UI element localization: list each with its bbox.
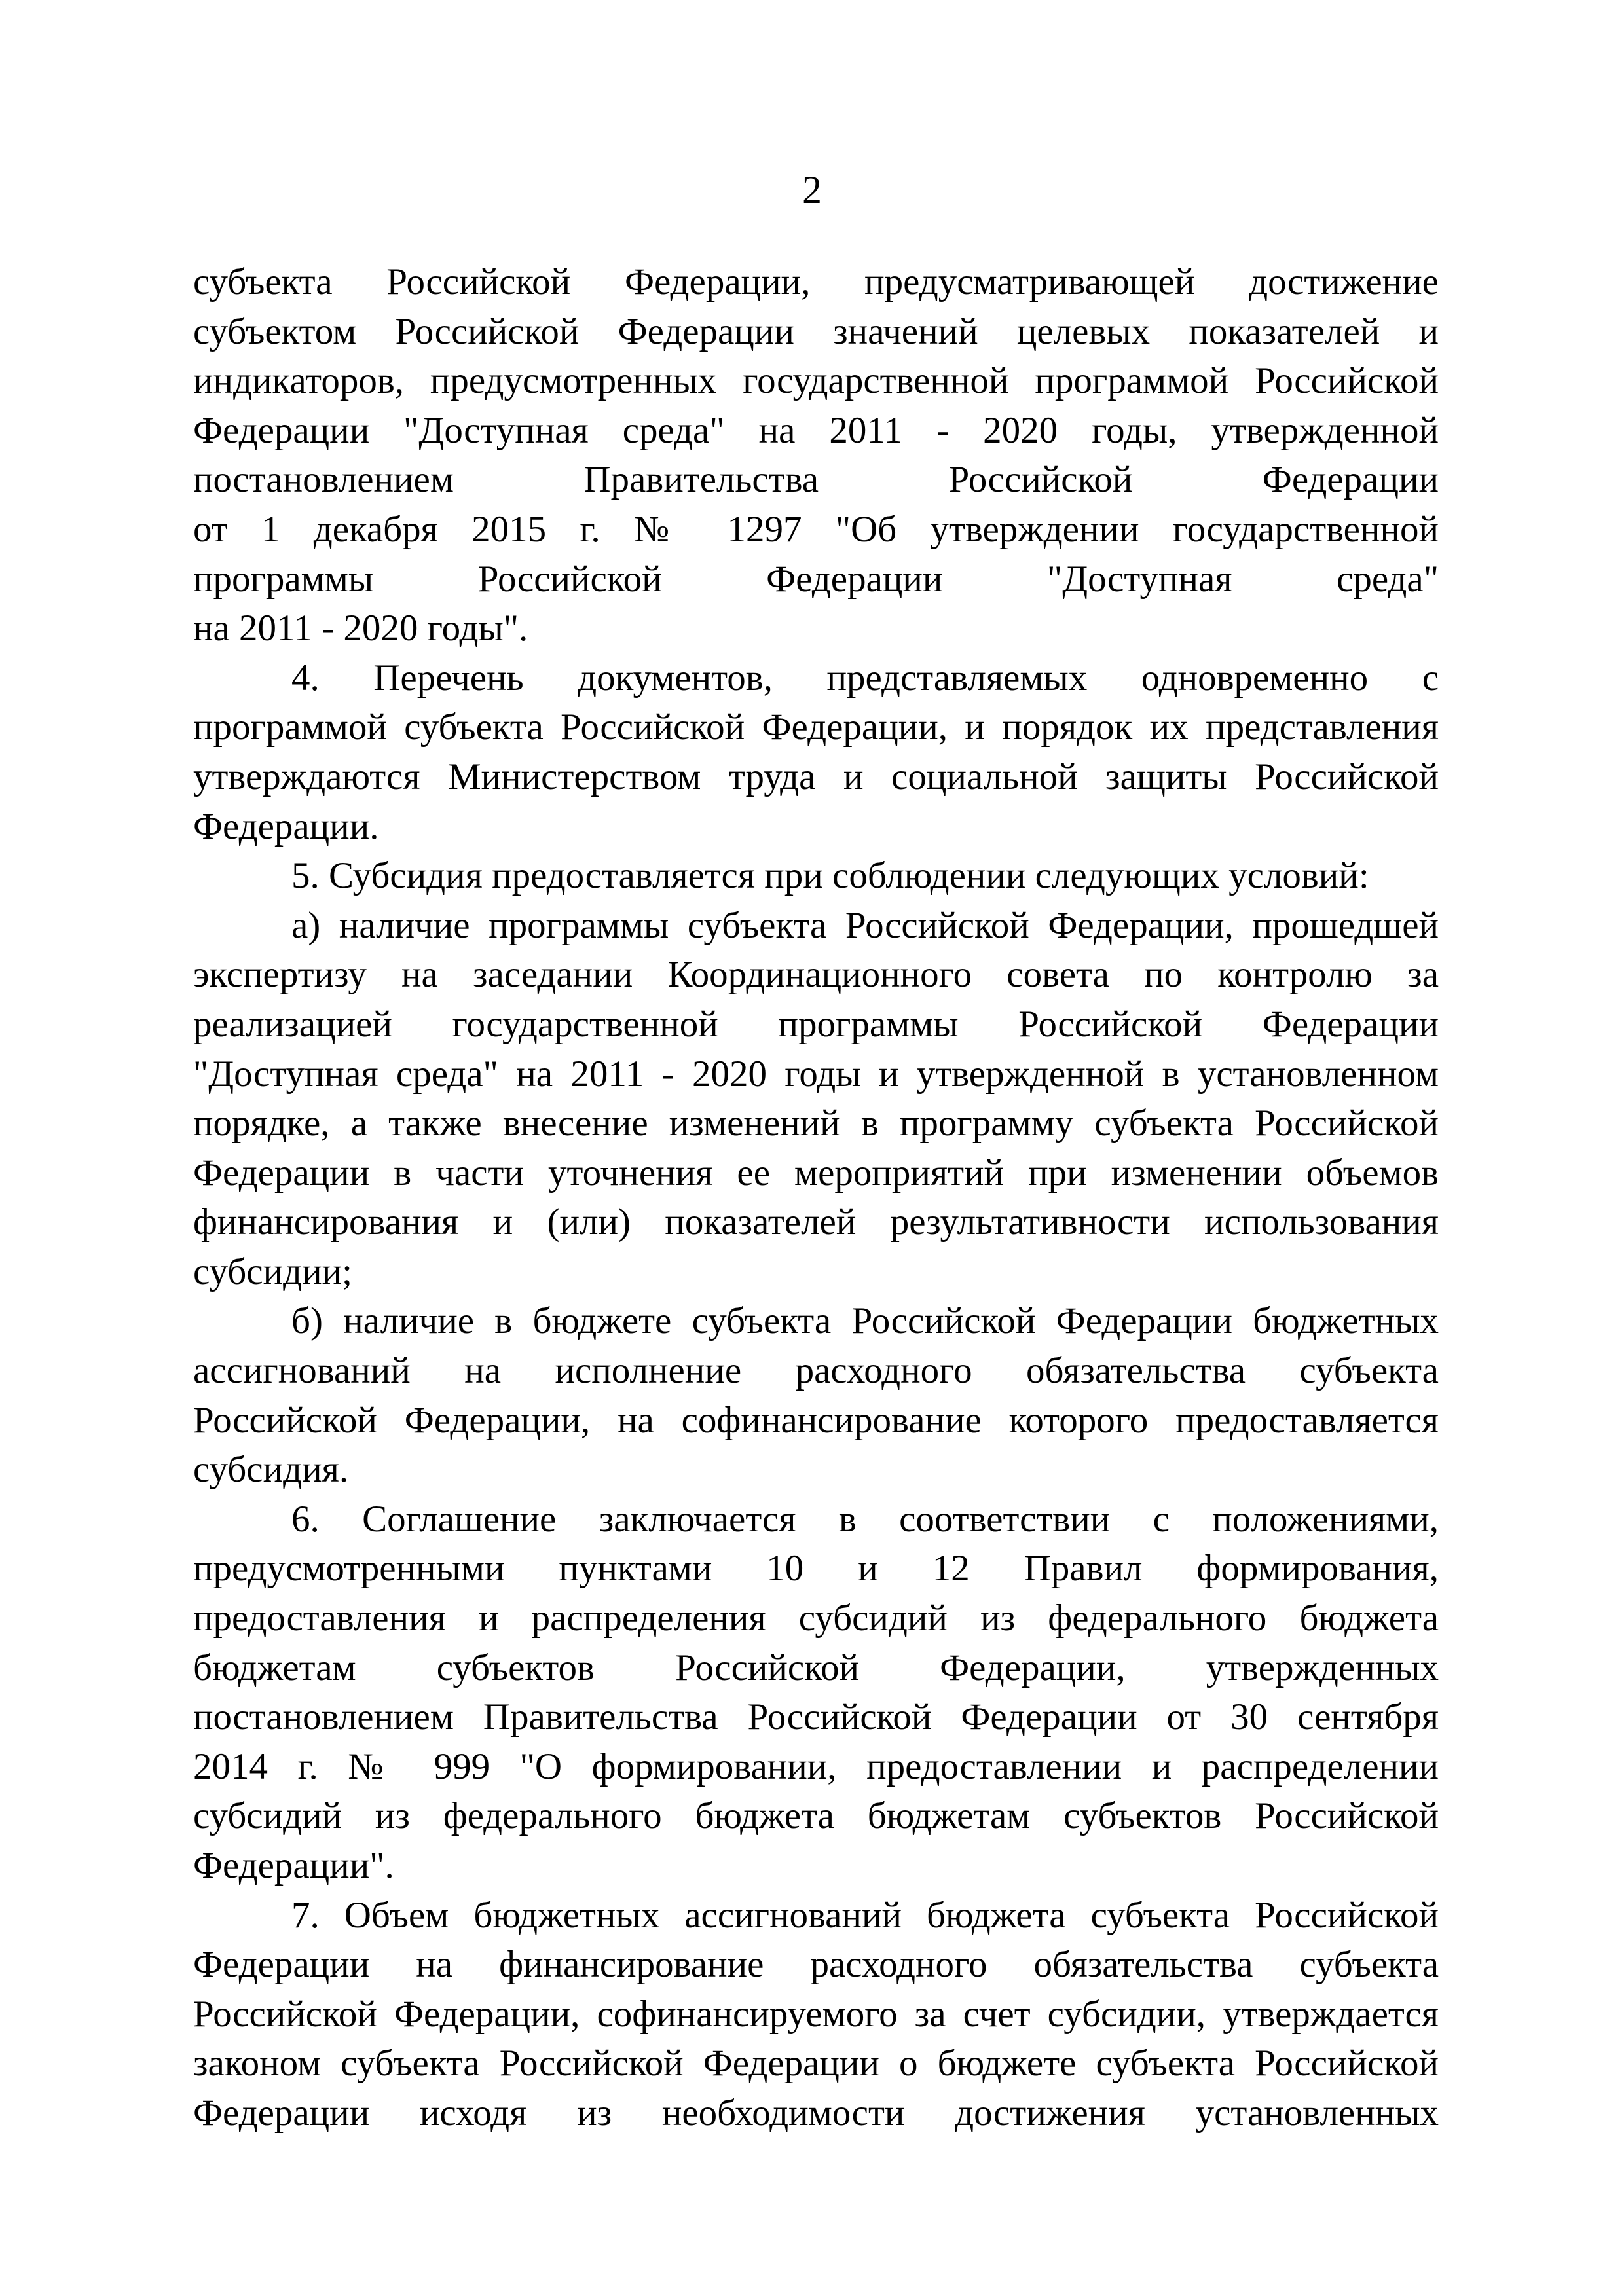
subparagraph-b-start: б) наличие в бюджете субъекта Российской Федерации бюджетных xyxy=(291,1300,1439,1342)
text-line: 2014 г. № 999 "О формировании, предоставлении и распределении xyxy=(193,1745,1439,1787)
text-line: постановлением Правительства Российской Федерации от 30 сентября xyxy=(193,1696,1439,1738)
text-line: субсидий из федерального бюджета бюджетам субъектов Российской xyxy=(193,1795,1439,1837)
text-line: Федерации. xyxy=(193,805,379,847)
text-line: Российской Федерации, на софинансирование которого предоставляется xyxy=(193,1399,1439,1441)
text-line: финансирования и (или) показателей результативности использования xyxy=(193,1201,1439,1243)
paragraph-6-start: 6. Соглашение заключается в соответствии с положениями, xyxy=(291,1498,1439,1540)
text-line: программой субъекта Российской Федерации, и порядок их представления xyxy=(193,706,1439,748)
paragraph-4-start: 4. Перечень документов, представляемых одновременно с xyxy=(291,657,1439,699)
text-line: реализацией государственной программы Российской Федерации xyxy=(193,1003,1439,1045)
text-line: экспертизу на заседании Координационного совета по контролю за xyxy=(193,954,1439,996)
paragraph-7-start: 7. Объем бюджетных ассигнований бюджета субъекта Российской xyxy=(291,1894,1439,1936)
text-line: от 1 декабря 2015 г. № 1297 "Об утверждении государственной xyxy=(193,508,1439,550)
text-line: Федерации". xyxy=(193,1845,394,1886)
text-line: индикаторов, предусмотренных государственной программой Российской xyxy=(193,360,1439,402)
text-line: Федерации на финансирование расходного обязательства субъекта xyxy=(193,1944,1439,1986)
subparagraph-a-start: а) наличие программы субъекта Российской Федерации, прошедшей xyxy=(291,904,1439,946)
text-line: постановлением Правительства Российской Федерации xyxy=(193,459,1439,501)
text-line: субсидия. xyxy=(193,1449,349,1491)
text-line: предусмотренными пунктами 10 и 12 Правил формирования, xyxy=(193,1548,1439,1590)
text-line: субъектом Российской Федерации значений целевых показателей и xyxy=(193,310,1439,352)
text-line: "Доступная среда" на 2011 - 2020 годы и утвержденной в установленном xyxy=(193,1053,1439,1095)
text-line: порядке, а также внесение изменений в программу субъекта Российской xyxy=(193,1102,1439,1144)
text-line: Федерации "Доступная среда" на 2011 - 2020 годы, утвержденной xyxy=(193,409,1439,451)
page-number: 2 xyxy=(802,168,822,211)
text-line: Российской Федерации, софинансируемого за счет субсидии, утверждается xyxy=(193,1993,1439,2035)
text-line: предоставления и распределения субсидий из федерального бюджета xyxy=(193,1597,1439,1639)
text-line: субъекта Российской Федерации, предусматривающей достижение xyxy=(193,261,1439,302)
text-line: ассигнований на исполнение расходного обязательства субъекта xyxy=(193,1350,1439,1392)
text-line: субсидии; xyxy=(193,1250,352,1292)
text-line: бюджетам субъектов Российской Федерации, утвержденных xyxy=(193,1647,1439,1688)
paragraph-5-start: 5. Субсидия предоставляется при соблюдении следующих условий: xyxy=(291,855,1369,897)
document-body xyxy=(193,257,1439,2138)
text-line: утверждаются Министерством труда и социальной защиты Российской xyxy=(193,756,1439,797)
text-line: программы Российской Федерации "Доступная среда" xyxy=(193,558,1439,600)
text-line: законом субъекта Российской Федерации о бюджете субъекта Российской xyxy=(193,2043,1439,2085)
text-line: на 2011 - 2020 годы". xyxy=(193,608,528,649)
text-line: Федерации в части уточнения ее мероприятий при изменении объемов xyxy=(193,1152,1439,1194)
text-line: Федерации исходя из необходимости достижения установленных xyxy=(193,2092,1439,2134)
